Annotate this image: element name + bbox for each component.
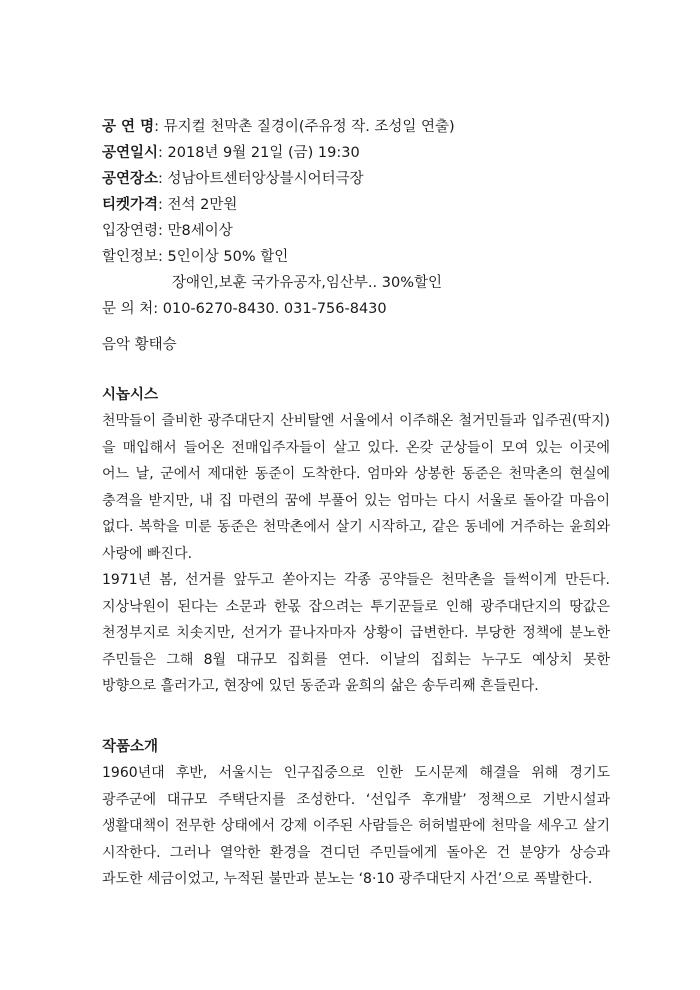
info-separator: : [154, 119, 164, 135]
info-value: 5인이상 50% 할인 [167, 249, 289, 265]
info-value: 전석 2만원 [167, 197, 238, 213]
intro-section [102, 734, 610, 893]
synopsis-section [102, 382, 610, 700]
music-credit: 음악 황태승 [102, 337, 177, 353]
info-label: 입장연령 [102, 223, 159, 239]
info-value: 만8세이상 [167, 223, 233, 239]
info-separator: : [158, 223, 168, 239]
info-separator: : [158, 197, 168, 213]
info-row-venue [102, 166, 622, 192]
intro-body [102, 760, 610, 893]
synopsis-paragraph: 천막들이 즐비한 광주대단지 산비탈엔 서울에서 이주해온 철거민들과 입주권(딱지)을 매입해서 들어온 전매입주자들이 살고 있다. 온갖 군상들이 모여 있는 이곳에 어느 날, 군에서 제대한 동준이 도착한다. 엄마와 상봉한 동준은 천막촌의 현실에 충격을 받지만, 내 집 마련의 꿈에 부풀어 있는 엄마는 다시 서울로 돌아갈 마음이 없다. 복학을 미룬 동준은 천막촌에서 살기 시작하고, 같은 동네에 거주하는 윤희와 사랑에 빠진다. [102, 413, 610, 562]
info-row-price [102, 192, 622, 218]
info-label: 공 연 명 [102, 119, 155, 135]
synopsis-heading: 시놉시스 [102, 387, 159, 403]
synopsis-body [102, 408, 610, 700]
info-label: 할인정보 [102, 249, 159, 265]
info-label: 티켓가격 [102, 197, 159, 213]
info-label: 공연장소 [102, 171, 159, 187]
info-value: 성남아트센터앙상블시어터극장 [167, 171, 364, 187]
info-separator: : [158, 171, 168, 187]
info-row-datetime [102, 140, 622, 166]
synopsis-paragraph: 1971년 봄, 선거를 앞두고 쏟아지는 각종 공약들은 천막촌을 들썩이게 만든다. 지상낙원이 된다는 소문과 한몫 잡으려는 투기꾼들로 인해 광주대단지의 땅값은 천정부지로 치솟지만, 선거가 끝나자마자 상황이 급변한다. 부당한 정책에 분노한 주민들은 그해 8월 대규모 집회를 연다. 이날의 집회는 누구도 예상치 못한 방향으로 흘러가고, 현장에 있던 동준과 윤희의 삶은 송두리째 흔들린다. [102, 572, 610, 694]
performance-info [102, 114, 622, 322]
info-row-contact [102, 296, 622, 322]
info-value: 뮤지컬 천막촌 질경이(주유정 작. 조성일 연출) [163, 119, 455, 135]
info-discount-continued: 장애인,보훈 국가유공자,임산부.. 30%할인 [172, 275, 442, 291]
info-separator: : [158, 249, 168, 265]
info-row-discount [102, 244, 622, 270]
info-separator: : [158, 145, 168, 161]
contact-phone: 010-6270-8430. 031-756-8430 [162, 301, 387, 317]
info-label: 문 의 처 [102, 301, 154, 317]
intro-heading: 작품소개 [102, 739, 159, 755]
intro-paragraph: 1960년대 후반, 서울시는 인구집중으로 인한 도시문제 해결을 위해 경기도 광주군에 대규모 주택단지를 조성한다. ‘선입주 후개발’ 정책으로 기반시설과 생활대책이 전무한 상태에서 강제 이주된 사람들은 허허벌판에 천막을 세우고 살기 시작한다. 그러나 열악한 환경을 견디던 주민들에게 돌아온 건 분양가 상승과 과도한 세금이었고, 누적된 불만과 분노는 ‘8·10 광주대단지 사건’으로 폭발한다. [102, 765, 610, 887]
info-row-title [102, 114, 622, 140]
info-label: 공연일시 [102, 145, 159, 161]
info-separator: : [153, 301, 163, 317]
info-row-age [102, 218, 622, 244]
info-value: 2018년 9월 21일 (금) 19:30 [167, 145, 360, 161]
